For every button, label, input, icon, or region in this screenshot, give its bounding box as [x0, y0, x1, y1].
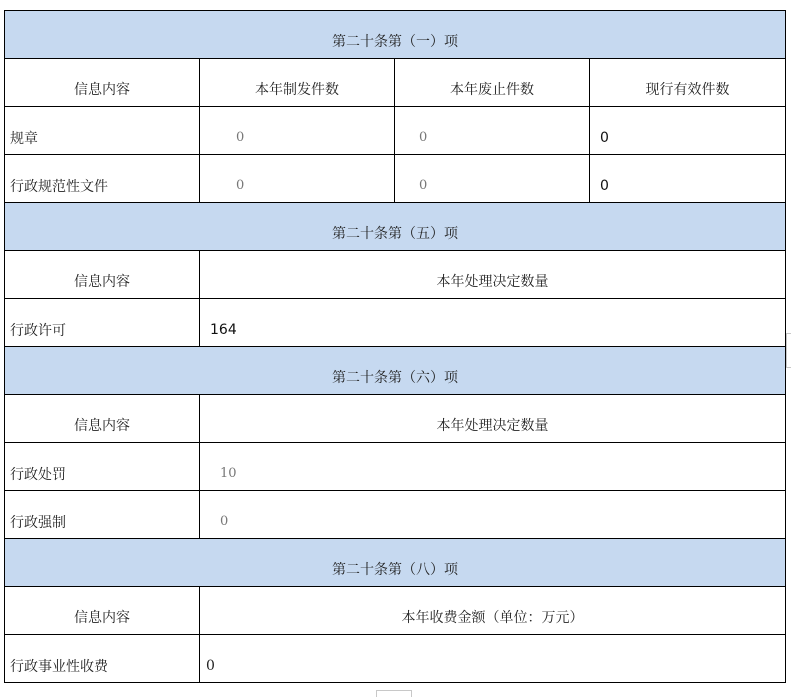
page-edge-marker	[786, 333, 791, 368]
table-row	[5, 299, 786, 347]
valid-count: 0	[590, 107, 786, 155]
row-label: 行政强制	[5, 491, 200, 539]
repealed-count: 0	[395, 107, 590, 155]
column-header-info: 信息内容	[5, 395, 200, 443]
decision-count: 0	[200, 491, 786, 539]
column-header-row	[5, 587, 786, 635]
column-header-decisions: 本年处理决定数量	[200, 251, 786, 299]
repealed-count: 0	[395, 155, 590, 203]
column-header-info: 信息内容	[5, 59, 200, 107]
table-row	[5, 443, 786, 491]
table-row	[5, 155, 786, 203]
issued-count: 0	[200, 155, 395, 203]
fee-amount: 0	[200, 635, 786, 683]
row-label: 行政处罚	[5, 443, 200, 491]
column-header-info: 信息内容	[5, 587, 200, 635]
section-header-row	[5, 203, 786, 251]
table-row	[5, 635, 786, 683]
decision-count: 10	[200, 443, 786, 491]
column-header-fee-amount: 本年收费金额（单位：万元）	[200, 587, 786, 635]
row-label: 行政事业性收费	[5, 635, 200, 683]
column-header-info: 信息内容	[5, 251, 200, 299]
column-header-row	[5, 251, 786, 299]
row-label: 行政许可	[5, 299, 200, 347]
disclosure-document	[4, 10, 785, 683]
section-title: 第二十条第（一）项	[5, 11, 786, 59]
row-label: 行政规范性文件	[5, 155, 200, 203]
column-header-decisions: 本年处理决定数量	[200, 395, 786, 443]
valid-count: 0	[590, 155, 786, 203]
decision-count: 164	[200, 299, 786, 347]
section-title: 第二十条第（八）项	[5, 539, 786, 587]
section-title: 第二十条第（六）项	[5, 347, 786, 395]
column-header-repealed: 本年废止件数	[395, 59, 590, 107]
issued-count: 0	[200, 107, 395, 155]
column-header-issued: 本年制发件数	[200, 59, 395, 107]
section-header-row	[5, 347, 786, 395]
row-label: 规章	[5, 107, 200, 155]
disclosure-table	[4, 10, 786, 683]
table-row	[5, 491, 786, 539]
section-header-row	[5, 11, 786, 59]
section-title: 第二十条第（五）项	[5, 203, 786, 251]
table-row	[5, 107, 786, 155]
column-header-row	[5, 395, 786, 443]
section-header-row	[5, 539, 786, 587]
column-header-row	[5, 59, 786, 107]
column-header-valid: 现行有效件数	[590, 59, 786, 107]
